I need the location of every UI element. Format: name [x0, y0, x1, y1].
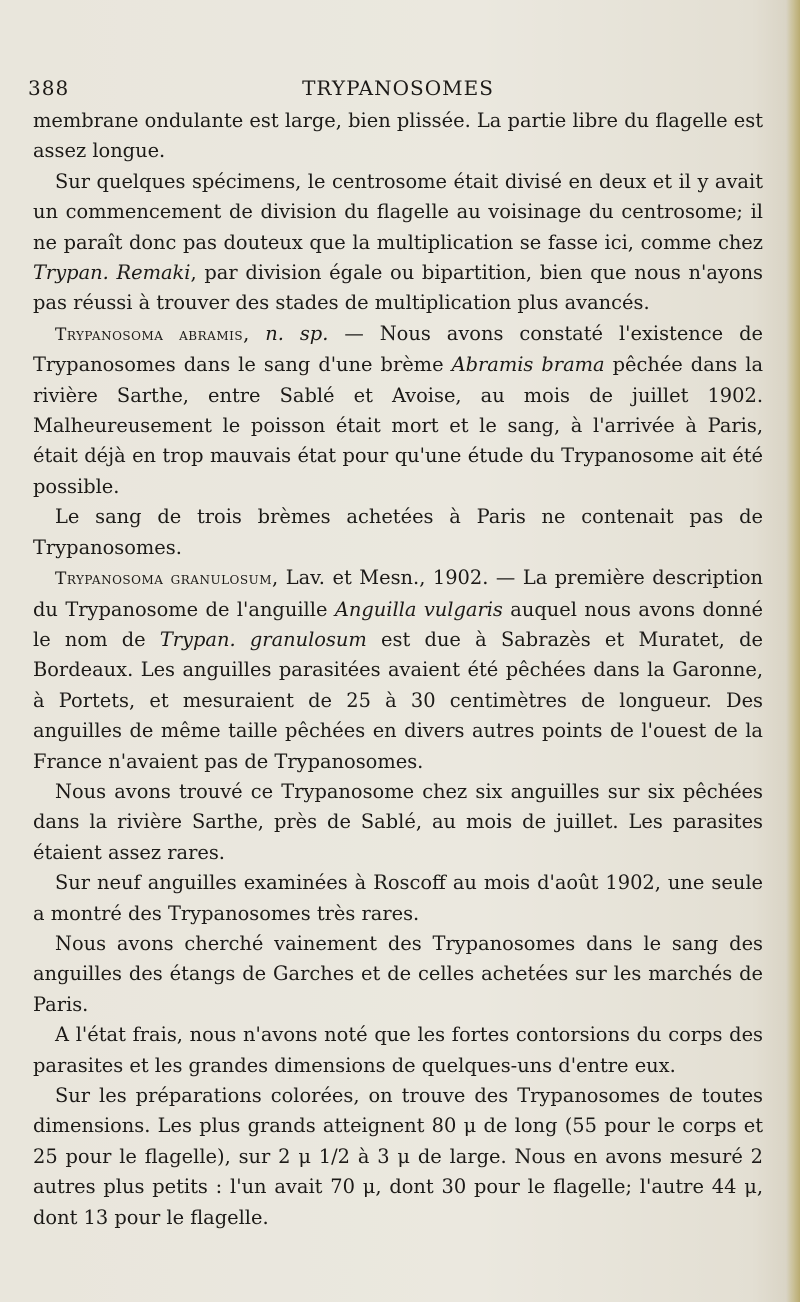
paragraph: membrane ondulante est large, bien plissée. La partie libre du flagelle est assez longue. [33, 109, 763, 163]
paragraph: Sur quelques spécimens, le centrosome était divisé en deux et il y avait un commencement de division du flagelle au voisinage du centrosome; il ne paraît donc pas douteux que la multiplication se fasse ici, comme chez Trypan. Remaki, par division égale ou bipartition, bien que nous n'ayons pas réussi à trouver des stades de multiplication plus avancés. [33, 169, 764, 315]
page-edge-shadow [786, 0, 800, 1302]
paragraph: Nous avons trouvé ce Trypanosome chez six anguilles sur six pêchées dans la rivière Sarthe, près de Sablé, au mois de juillet. Les parasites étaient assez rares. [33, 779, 763, 864]
body-text [33, 106, 763, 1233]
paragraph: Sur les préparations colorées, on trouve des Trypanosomes de toutes dimensions. Les plus grands atteignent 80 μ de long (55 pour le corps et 25 pour le flagelle), sur 2 μ 1/2 à 3 μ de large. Nous en avons mesuré 2 autres plus petits : l'un avait 70 μ, dont 30 pour le flagelle; l'autre 44 μ, dont 13 pour le flagelle. [33, 1084, 763, 1229]
paragraph-trypanosoma-abramis: Trypanosoma abramis, n. sp. — Nous avons constaté l'existence de Trypanosomes dans le sang d'une brème Abramis brama pêchée dans la rivière Sarthe, entre Sablé et Avoise, au mois de juillet 1902. Malheureusement le poisson était mort et le sang, à l'arrivée à Paris, était déjà en trop mauvais état pour qu'une étude du Trypanosome ait été possible. [33, 321, 763, 498]
species-heading: Trypanosoma granulosum [55, 569, 273, 590]
page-header [28, 76, 768, 106]
paragraph-trypanosoma-granulosum: Trypanosoma granulosum, Lav. et Mesn., 1902. — La première description du Trypanosome de l'anguille Anguilla vulgaris auquel nous avons donné le nom de Trypan. granulosum est due à Sabrazès et Muratet, de Bordeaux. Les anguilles parasitées avaient été pêchées dans la Garonne, à Portets, et mesuraient de 25 à 30 centimètres de longueur. Des anguilles de même taille pêchées en divers autres points de l'ouest de la France n'avaient pas de Trypanosomes. [33, 566, 763, 773]
paragraph: Nous avons cherché vainement des Trypanosomes dans le sang des anguilles des étangs de Garches et de celles achetées sur les marchés de Paris. [33, 931, 763, 1016]
paragraph: Le sang de trois brèmes achetées à Paris ne contenait pas de Trypanosomes. [33, 505, 763, 559]
page-number: 388 [28, 76, 70, 100]
running-title: TRYPANOSOMES [302, 76, 494, 100]
species-heading: Trypanosoma abramis [55, 324, 244, 345]
paragraph: A l'état frais, nous n'avons noté que les fortes contorsions du corps des parasites et les grandes dimensions de quelques-uns d'entre eux. [33, 1023, 763, 1077]
paragraph: Sur neuf anguilles examinées à Roscoff au mois d'août 1902, une seule a montré des Trypanosomes très rares. [33, 871, 763, 925]
